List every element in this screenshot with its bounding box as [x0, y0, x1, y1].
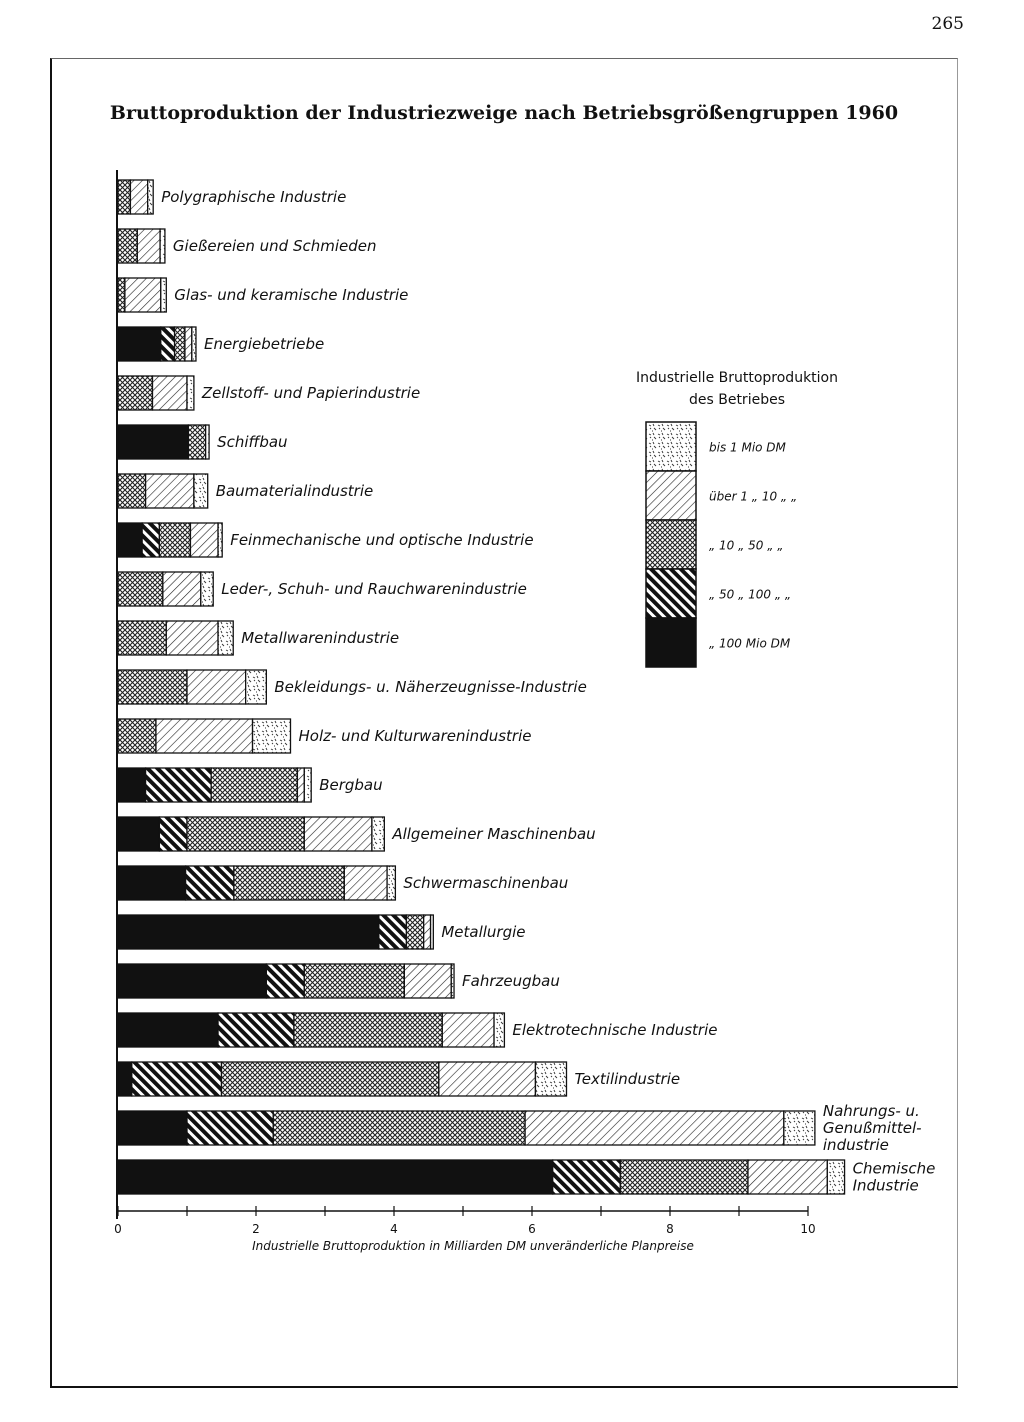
bar-segment: [118, 866, 186, 900]
legend-swatch: [646, 618, 696, 667]
x-tick-label: 2: [252, 1222, 260, 1236]
bar-segment: [187, 376, 194, 410]
category-label: Chemische: [852, 1159, 936, 1178]
bar-segment: [118, 376, 153, 410]
legend-label: „ 50 „ 100 „ „: [709, 587, 792, 602]
bar-segment: [266, 964, 304, 998]
bar-segment: [125, 278, 161, 312]
bar-segment: [211, 768, 297, 802]
bar-segment: [218, 523, 222, 557]
bar-segment: [827, 1160, 844, 1194]
bar-segment: [304, 817, 372, 851]
legend-label: „ 10 „ 50 „ „: [709, 538, 784, 553]
bar-segment: [118, 1062, 132, 1096]
category-label: Baumaterialindustrie: [215, 482, 374, 500]
category-label: Schwermaschinenbau: [403, 874, 569, 892]
bar-segment: [159, 817, 187, 851]
bar-segment: [201, 572, 213, 606]
category-label: Nahrungs- u.: [822, 1102, 920, 1120]
bar-segment: [146, 768, 212, 802]
category-label: Feinmechanische und optische Industrie: [230, 531, 534, 549]
x-tick-label: 4: [390, 1222, 398, 1236]
bar-segment: [148, 180, 154, 214]
bar-segment: [187, 670, 246, 704]
bar-segment: [118, 1111, 187, 1145]
bar-segment: [297, 768, 304, 802]
bar-segment: [294, 1013, 442, 1047]
bar-segment: [118, 670, 187, 704]
category-label: Genußmittel-: [822, 1119, 922, 1137]
bar-segment: [156, 719, 253, 753]
bar-segment: [525, 1111, 784, 1145]
bar-segment: [153, 376, 188, 410]
x-tick-label: 8: [666, 1222, 674, 1236]
x-tick-label: 6: [528, 1222, 536, 1236]
bar-segment: [234, 866, 344, 900]
category-label: Gießereien und Schmieden: [172, 237, 377, 255]
bar-segment: [442, 1013, 494, 1047]
category-label: Industrie: [852, 1176, 919, 1195]
legend-label: „ 100 Mio DM: [709, 636, 791, 651]
bar-segment: [118, 327, 161, 361]
category-label: Glas- und keramische Industrie: [174, 286, 409, 304]
bar-segment: [194, 474, 208, 508]
x-axis-title: Industrielle Bruttoproduktion in Milliarden DM unveränderliche Planpreise: [252, 1239, 694, 1253]
x-tick-label: 10: [800, 1222, 816, 1236]
bar-segment: [185, 327, 192, 361]
bar-segment: [118, 523, 142, 557]
bar-segment: [118, 572, 163, 606]
legend-swatch: [646, 520, 696, 569]
bar-segment: [246, 670, 267, 704]
bar-segment: [118, 621, 166, 655]
bar-segment: [218, 1013, 294, 1047]
legend-label: über 1 „ 10 „ „: [709, 489, 798, 504]
bar-segment: [118, 768, 146, 802]
bar-segment: [118, 474, 146, 508]
bar-segment: [132, 1062, 222, 1096]
category-label: Bergbau: [319, 776, 383, 794]
bar-segment: [142, 523, 159, 557]
category-label: Metallwarenindustrie: [241, 629, 400, 647]
bar-segment: [118, 817, 159, 851]
chart-title: Bruttoproduktion der Industriezweige nach Betriebsgrößengruppen 1960: [109, 102, 899, 124]
bar-segment: [118, 229, 137, 263]
bar-segment: [222, 1062, 439, 1096]
bar-segment: [160, 229, 165, 263]
bar-segment: [118, 180, 130, 214]
bar-segment: [161, 327, 175, 361]
bar-segment: [344, 866, 387, 900]
bar-segment: [188, 425, 205, 459]
bar-segment: [304, 964, 404, 998]
bar-segment: [387, 866, 395, 900]
page-number: 265: [931, 14, 964, 34]
bar-segment: [130, 180, 147, 214]
category-label: Fahrzeugbau: [462, 972, 560, 990]
bar-segment: [451, 964, 454, 998]
legend: [636, 370, 838, 667]
category-label: Schiffbau: [217, 433, 288, 451]
bar-segment: [190, 523, 218, 557]
bar-segment: [166, 621, 218, 655]
bar-segment: [186, 866, 234, 900]
legend-swatch: [646, 471, 696, 520]
bar-segment: [553, 1160, 621, 1194]
category-label: Bekleidungs- u. Näherzeugnisse-Industrie: [274, 678, 587, 696]
bar-segment: [439, 1062, 536, 1096]
legend-title: des Betriebes: [688, 392, 786, 408]
bar-segment: [273, 1111, 525, 1145]
category-label: Zellstoff- und Papierindustrie: [201, 384, 421, 402]
bar-segment: [118, 915, 379, 949]
bar-segment: [784, 1111, 815, 1145]
bar-segment: [748, 1160, 827, 1194]
bar-segment: [372, 817, 384, 851]
bar-segment: [253, 719, 291, 753]
bar-segment: [535, 1062, 566, 1096]
bar-segment: [494, 1013, 504, 1047]
category-label: Metallurgie: [441, 923, 526, 941]
bar-segment: [404, 964, 451, 998]
bar-segment: [218, 621, 233, 655]
category-label: Textilindustrie: [574, 1070, 681, 1088]
bar-segment: [118, 719, 156, 753]
bar-segment: [379, 915, 407, 949]
bar-segment: [118, 964, 266, 998]
bar-segment: [146, 474, 194, 508]
bar-segment: [118, 1013, 218, 1047]
legend-title: Industrielle Bruttoproduktion: [635, 370, 839, 386]
bar-segment: [137, 229, 160, 263]
bar-segment: [161, 278, 167, 312]
x-tick-label: 0: [114, 1222, 122, 1236]
bar-segment: [424, 915, 431, 949]
legend-swatch: [646, 422, 696, 471]
legend-label: bis 1 Mio DM: [709, 440, 786, 455]
bar-segment: [118, 425, 188, 459]
bar-segment: [304, 768, 311, 802]
bar-segment: [163, 572, 201, 606]
category-label: Polygraphische Industrie: [161, 188, 347, 206]
bar-segment: [187, 1111, 273, 1145]
category-label: Allgemeiner Maschinenbau: [392, 825, 596, 843]
category-label: Leder-, Schuh- und Rauchwarenindustrie: [221, 580, 527, 598]
bar-segment: [118, 278, 125, 312]
bar-segment: [406, 915, 423, 949]
bar-segment: [175, 327, 185, 361]
bar-segment: [206, 425, 209, 459]
category-label: Holz- und Kulturwarenindustrie: [298, 727, 532, 745]
bar-segment: [118, 1160, 553, 1194]
category-label: Energiebetriebe: [203, 335, 325, 353]
bar-segment: [620, 1160, 748, 1194]
bar-segment: [431, 915, 434, 949]
legend-swatch: [646, 569, 696, 618]
bar-segment: [192, 327, 196, 361]
bar-segment: [159, 523, 190, 557]
bar-segment: [187, 817, 304, 851]
category-label: industrie: [822, 1136, 889, 1154]
category-label: Elektrotechnische Industrie: [512, 1021, 718, 1039]
